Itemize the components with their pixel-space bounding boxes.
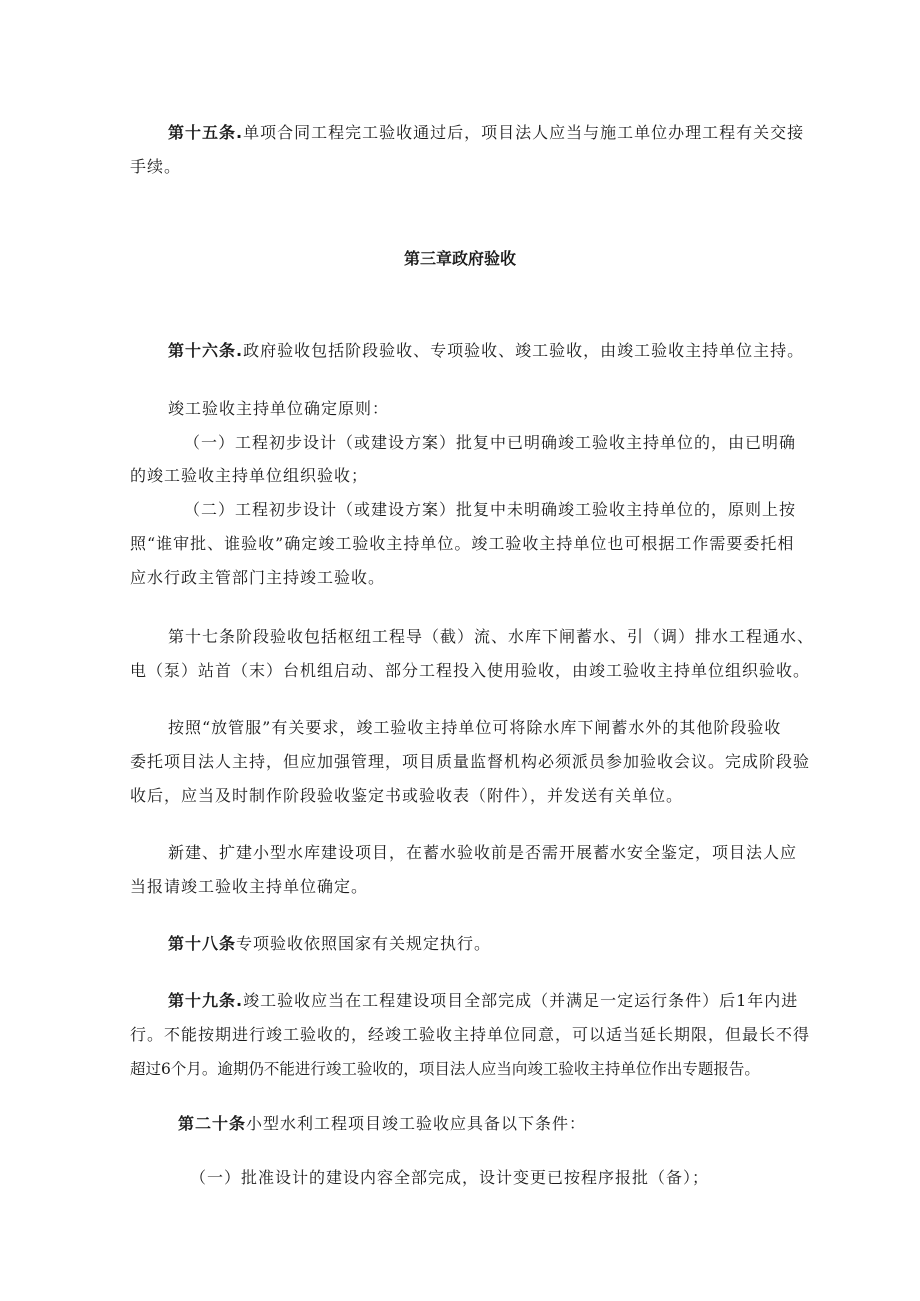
reservoir-paragraph-line-1: 新建、扩建小型水库建设项目，在蓄水验收前是否需开展蓄水安全鉴定，项目法人应	[168, 843, 798, 862]
article-20-text: 小型水利工程项目竣工验收应具备以下条件：	[246, 1114, 587, 1133]
article-15-line-2: 手续。	[130, 157, 182, 176]
article-15-line-1	[168, 122, 804, 144]
article-18	[168, 933, 491, 955]
article-15-text: 单项合同工程完工验收通过后，项目法人应当与施工单位办理工程有关交接	[243, 123, 805, 142]
principle-item-1-line-1: （一）工程初步设计（或建设方案）批复中已明确竣工验收主持单位的，由已明确	[184, 433, 797, 452]
article-17-line-1: 第十七条阶段验收包括枢纽工程导（截）流、水库下闸蓄水、引（调）排水工程通水、	[168, 627, 815, 646]
article-19-line-1	[168, 990, 798, 1012]
article-20-label: 第二十条	[178, 1114, 247, 1133]
delegation-paragraph-line-1: 按照“放管服”有关要求，竣工验收主持单位可将除水库下闸蓄水外的其他阶段验收	[168, 718, 782, 737]
article-20-item-1: （一）批准设计的建设内容全部完成，设计变更已按程序报批（备）；	[190, 1168, 710, 1187]
article-19-line-3: 超过6个月。逾期仍不能进行竣工验收的，项目法人应当向竣工验收主持单位作出专题报告。	[130, 1060, 760, 1078]
principle-intro: 竣工验收主持单位确定原则：	[168, 399, 390, 418]
article-17-line-2: 电（泵）站首（末）台机组启动、部分工程投入使用验收，由竣工验收主持单位组织验收。	[130, 661, 811, 680]
article-19-line-2: 行。不能按期进行竣工验收的，经竣工验收主持单位同意，可以适当延长期限，但最长不得	[130, 1025, 811, 1044]
principle-item-2-line-1: （二）工程初步设计（或建设方案）批复中未明确竣工验收主持单位的，原则上按	[184, 500, 797, 519]
article-16-text: 政府验收包括阶段验收、专项验收、竣工验收，由竣工验收主持单位主持。	[243, 341, 805, 360]
principle-item-2-line-2: 照“谁审批、谁验收”确定竣工验收主持单位。竣工验收主持单位也可根据工作需要委托相	[130, 534, 795, 553]
article-18-label: 第十八条	[168, 934, 237, 953]
article-15-label: 第十五条.	[168, 123, 244, 142]
article-20	[178, 1113, 586, 1135]
article-16	[168, 340, 804, 362]
reservoir-paragraph-line-2: 当报请竣工验收主持单位确定。	[130, 877, 369, 896]
principle-item-2-line-3: 应水行政主管部门主持竣工验收。	[130, 568, 386, 587]
delegation-paragraph-line-3: 收后，应当及时制作阶段验收鉴定书或验收表（附件），并发送有关单位。	[130, 786, 684, 805]
article-16-label: 第十六条.	[168, 341, 244, 360]
principle-item-1-line-2: 的竣工验收主持单位组织验收；	[130, 466, 369, 485]
article-19-text: 竣工验收应当在工程建设项目全部完成（并满足一定运行条件）后1年内进	[243, 991, 799, 1010]
article-18-text: 专项验收依照国家有关规定执行。	[236, 934, 492, 953]
delegation-paragraph-line-2: 委托项目法人主持，但应加强管理，项目质量监督机构必须派员参加验收会议。完成阶段验	[130, 752, 811, 771]
chapter-title: 第三章政府验收	[403, 249, 516, 268]
article-19-label: 第十九条.	[168, 991, 244, 1010]
